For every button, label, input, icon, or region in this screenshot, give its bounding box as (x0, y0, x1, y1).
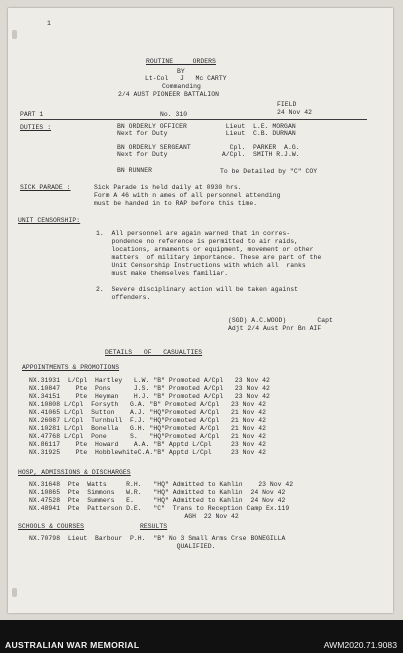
duty-line: Next for Duty Lieut C.B. DURNAN (117, 130, 296, 137)
duties-heading: DUTIES : (20, 124, 52, 131)
censorship-item-1: locations, armaments or equipment, movement or other (96, 246, 314, 253)
footer-institution: AUSTRALIAN WAR MEMORIAL (5, 640, 140, 650)
corner-mark: 1 (47, 20, 51, 27)
appointment-row: NX.86117 Pte Howard A.A. "B" Apptd L/Cpl 23 Nov 42 (29, 441, 266, 448)
sick-parade-heading: SICK PARADE : (20, 184, 71, 191)
field-label: FIELD (277, 101, 297, 108)
casualties-heading: DETAILS OF CASUALTIES (105, 349, 203, 356)
appointment-row: NX.10808 L/Cpl Forsyth G.A. "B" Promoted A/Cpl 23 Nov 42 (29, 401, 266, 408)
censorship-item-2: 2. Severe disciplinary action will be taken against (96, 286, 299, 293)
duty-line: BN ORDERLY OFFICER Lieut L.E. MORGAN (117, 123, 296, 130)
appointment-row: NX.34151 Pte Heyman H.J. "B" Promoted A/Cpl 23 Nov 42 (29, 393, 270, 400)
appointment-row: NX.31931 L/Cpl Hartley L.W. "B" Promoted A/Cpl 23 Nov 42 (29, 377, 270, 384)
footer-bar (0, 620, 403, 653)
bn-runner-detail: To be Detailed by "C" COY (220, 168, 318, 175)
censorship-item-1: pondence no reference is permitted to air raids, (96, 238, 299, 245)
duty-line: Next for Duty A/Cpl. SMITH R.J.W. (117, 151, 300, 158)
header-rule (20, 119, 367, 120)
hosp-heading: HOSP, ADMISSIONS & DISCHARGES (18, 469, 131, 476)
censorship-item-1: 1. All personnel are again warned that in corres- (96, 230, 291, 237)
censorship-item-1: must make themselves familiar. (96, 270, 229, 277)
document-title: ROUTINE ORDERS (146, 58, 216, 65)
appointment-row: NX.26087 L/Cpl Turnbull F.J. "HQ"Promoted A/Cpl 21 Nov 42 (29, 417, 266, 424)
duty-line: BN ORDERLY SERGEANT Cpl. PARKER A.G. (117, 144, 300, 151)
order-number: No. 310 (160, 111, 188, 118)
sick-parade-line: must be handed in to RAP before this time. (94, 200, 258, 207)
school-row: NX.70798 Lieut Barbour P.H. "B" No 3 Small Arms Crse BONEGILLA (29, 535, 286, 542)
hosp-row: NX.10865 Pte Simmons W.R. "HQ" Admitted to Kahlin 24 Nov 42 (29, 489, 286, 496)
sick-parade-line: Sick Parade is held daily at 0930 hrs. (94, 184, 242, 191)
order-date: 24 Nov 42 (277, 109, 312, 116)
censorship-item-1: Unit Censorship Instructions with which all ranks (96, 262, 306, 269)
by-label: BY (177, 68, 185, 75)
signature-title: Adjt 2/4 Aust Pnr Bn AIF (228, 325, 322, 332)
bn-runner-label: BN RUNNER (117, 167, 152, 174)
commanding-label: Commanding (162, 83, 201, 90)
school-row: QUALIFIED. (29, 543, 216, 550)
signature-line: (SGD) A.C.WOOD) Capt (228, 317, 333, 324)
footer-accession-number: AWM2020.71.9083 (323, 640, 397, 650)
appointments-heading: APPOINTMENTS & PROMOTIONS (22, 364, 120, 371)
appointment-row: NX.10281 L/Cpl Bonella G.H. "HQ"Promoted A/Cpl 21 Nov 42 (29, 425, 266, 432)
punch-hole (12, 30, 17, 39)
schools-heading: SCHOOLS & COURSES (18, 523, 85, 530)
censorship-item-2: offenders. (96, 294, 151, 301)
results-heading: RESULTS (140, 523, 168, 530)
hosp-row: NX.48941 Pte Patterson D.E. "C" Trans to Reception Camp Ex.119 (29, 505, 290, 512)
appointment-row: NX.47768 L/Cpl Pone S. "HQ"Promoted A/Cpl 21 Nov 42 (29, 433, 266, 440)
punch-hole (12, 588, 17, 597)
battalion-name: 2/4 AUST PIONEER BATTALION (118, 91, 220, 98)
appointment-row: NX.10847 Pte Pons J.S. "B" Promoted A/Cpl 23 Nov 42 (29, 385, 270, 392)
sick-parade-line: Form A 46 with n ames of all personnel attending (94, 192, 281, 199)
part-label: PART 1 (20, 111, 44, 118)
hosp-row: NX.47528 Pte Summers E. "HQ" Admitted to Kahlin 24 Nov 42 (29, 497, 286, 504)
hosp-row: NX.31648 Pte Watts R.H. "HQ" Admitted to Kahlin 23 Nov 42 (29, 481, 294, 488)
appointment-row: NX.31925 Pte HobblewhiteC.A."B" Apptd L/Cpl 23 Nov 42 (29, 449, 266, 456)
appointment-row: NX.41065 L/Cpl Sutton A.J. "HQ"Promoted A/Cpl 21 Nov 42 (29, 409, 266, 416)
censorship-item-1: matters of military importance. These are part of the (96, 254, 322, 261)
commander-name: Lt-Col J Mc CARTY (145, 75, 227, 82)
censorship-heading: UNIT CENSORSHIP: (18, 217, 81, 224)
hosp-row: AGH 22 Nov 42 (29, 513, 239, 520)
